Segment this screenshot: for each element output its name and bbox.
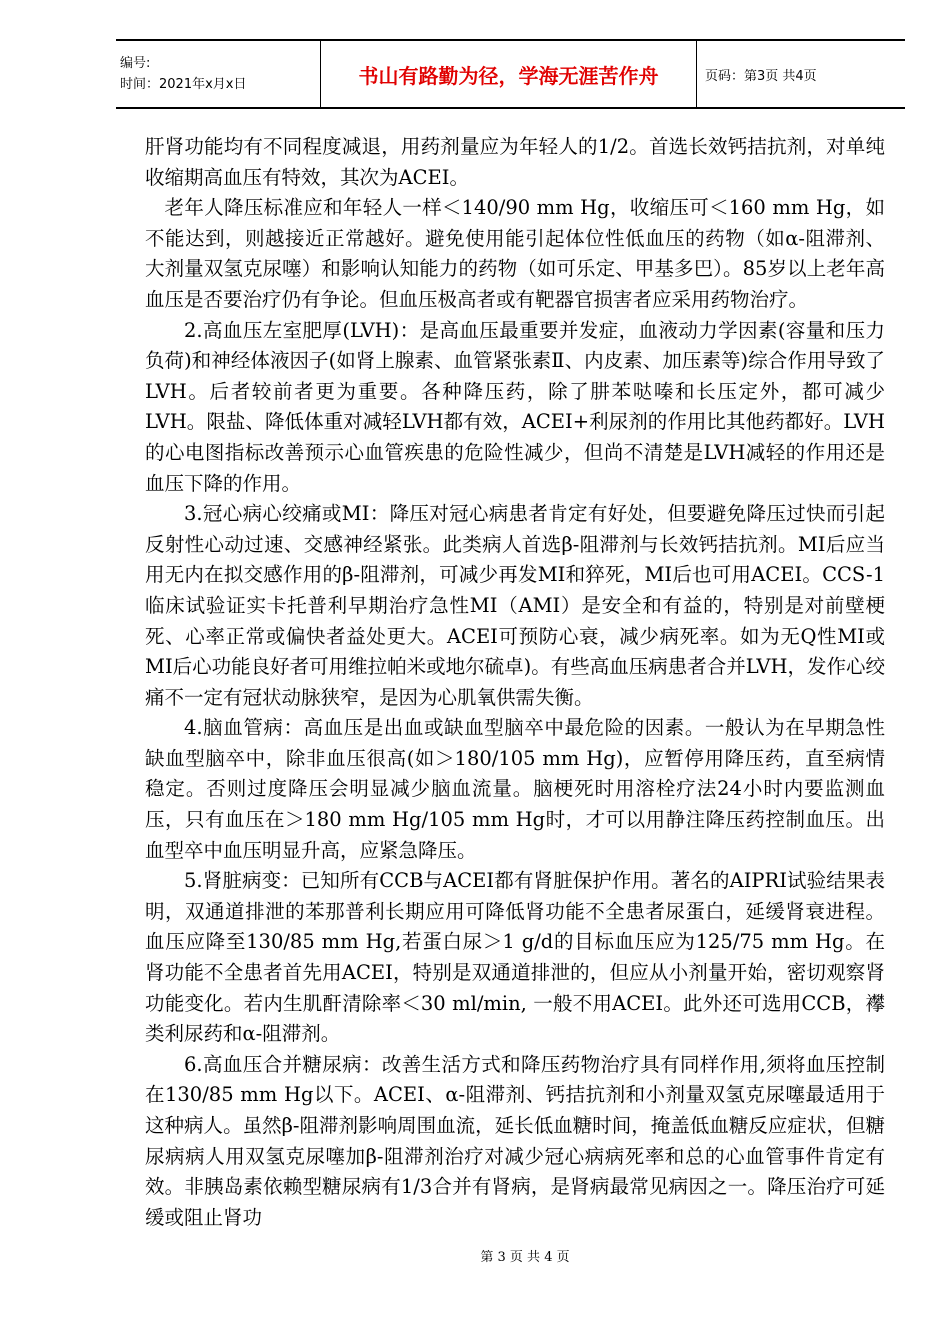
paragraph-diabetes: 6.高血压合并糖尿病：改善生活方式和降压药物治疗具有同样作用,须将血压控制在130/85 mm Hg以下。ACEI、α-阻滞剂、钙拮抗剂和小剂量双氢克尿噻最适用于这种病人。虽然β-阻滞剂影响周围血流，延长低血糖时间，掩盖低血糖反应症状，但糖尿病病人用双氢克尿噻加β-阻滞剂治疗对减少冠心病病死率和总的心血管事件肯定有效。非胰岛素依赖型糖尿病有1/3合并有肾病，是肾病最常见病因之一。降压治疗可延缓或阻止肾功	[145, 1052, 885, 1229]
paragraph-elderly: 老年人降压标准应和年轻人一样＜140/90 mm Hg，收缩压可＜160 mm Hg，如不能达到，则越接近正常越好。避免使用能引起体位性低血压的药物（如α-阻滞剂、大剂量双氢克尿噻）和影响认知能力的药物（如可乐定、甲基多巴）。85岁以上老年高血压是否要治疗仍有争论。但血压极高者或有靶器官损害者应采用药物治疗。	[145, 196, 885, 311]
paragraph-continuation: 肝肾功能均有不同程度减退，用药剂量应为年轻人的1/2。首选长效钙拮抗剂，对单纯收缩期高血压有特效，其次为ACEI。	[145, 135, 885, 189]
header-motto: 书山有路勤为径，学海无涯苦作舟	[321, 40, 697, 108]
header-meta	[116, 40, 321, 108]
document-header	[116, 39, 905, 109]
header-page-label: 页码：第3页 共4页	[697, 40, 906, 108]
page-footer: 第 3 页 共 4 页	[480, 1250, 570, 1265]
paragraph-cerebrovascular: 4.脑血管病：高血压是出血或缺血型脑卒中最危险的因素。一般认为在早期急性缺血型脑卒中，除非血压很高(如＞180/105 mm Hg)，应暂停用降压药，直至病情稳定。否则过度降压会明显减少脑血流量。脑梗死时用溶栓疗法24小时内要监测血压，只有血压在＞180 mm Hg/105 mm Hg时，才可以用静注降压药控制血压。出血型卒中血压明显升高，应紧急降压。	[145, 716, 885, 862]
time-label: 时间：2021年x月x日	[120, 77, 247, 92]
paragraph-coronary: 3.冠心病心绞痛或MI：降压对冠心病患者肯定有好处，但要避免降压过快而引起反射性心动过速、交感神经紧张。此类病人首选β-阻滞剂与长效钙拮抗剂。MI后应当用无内在拟交感作用的β-阻滞剂，可减少再发MI和猝死，MI后也可用ACEI。CCS-1临床试验证实卡托普利早期治疗急性MI（AMI）是安全和有益的，特别是对前壁梗死、心率正常或偏快者益处更大。ACEI可预防心衰，减少病死率。如为无Q性MI或MI后心功能良好者可用维拉帕米或地尔硫卓)。有些高血压病患者合并LVH，发作心绞痛不一定有冠状动脉狭窄，是因为心肌氧供需失衡。	[145, 502, 886, 709]
paragraph-lvh: 2.高血压左室肥厚(LVH)：是高血压最重要并发症，血液动力学因素(容量和压力负荷)和神经体液因子(如肾上腺素、血管紧张素Ⅱ、内皮素、加压素等)综合作用导致了LVH。后者较前者更为重要。各种降压药，除了肼苯哒嗪和长压定外，都可减少LVH。限盐、降低体重对减轻LVH都有效，ACEI+利尿剂的作用比其他药都好。LVH的心电图指标改善预示心血管疾患的危险性减少，但尚不清楚是LVH减轻的作用还是血压下降的作用。	[145, 318, 885, 495]
document-body	[145, 132, 885, 1233]
paragraph-renal: 5.肾脏病变：已知所有CCB与ACEI都有肾脏保护作用。著名的AIPRI试验结果表明，双通道排泄的苯那普利长期应用可降低肾功能不全患者尿蛋白，延缓肾衰进程。血压应降至130/85 mm Hg,若蛋白尿＞1 g/d的目标血压应为125/75 mm Hg。在肾功能不全患者首先用ACEI，特别是双通道排泄的，但应从小剂量开始，密切观察肾功能变化。若内生肌酐清除率＜30 ml/min, 一般不用ACEI。此外还可选用CCB，襻类利尿药和α-阻滞剂。	[145, 869, 885, 1046]
number-label: 编号:	[120, 56, 151, 71]
